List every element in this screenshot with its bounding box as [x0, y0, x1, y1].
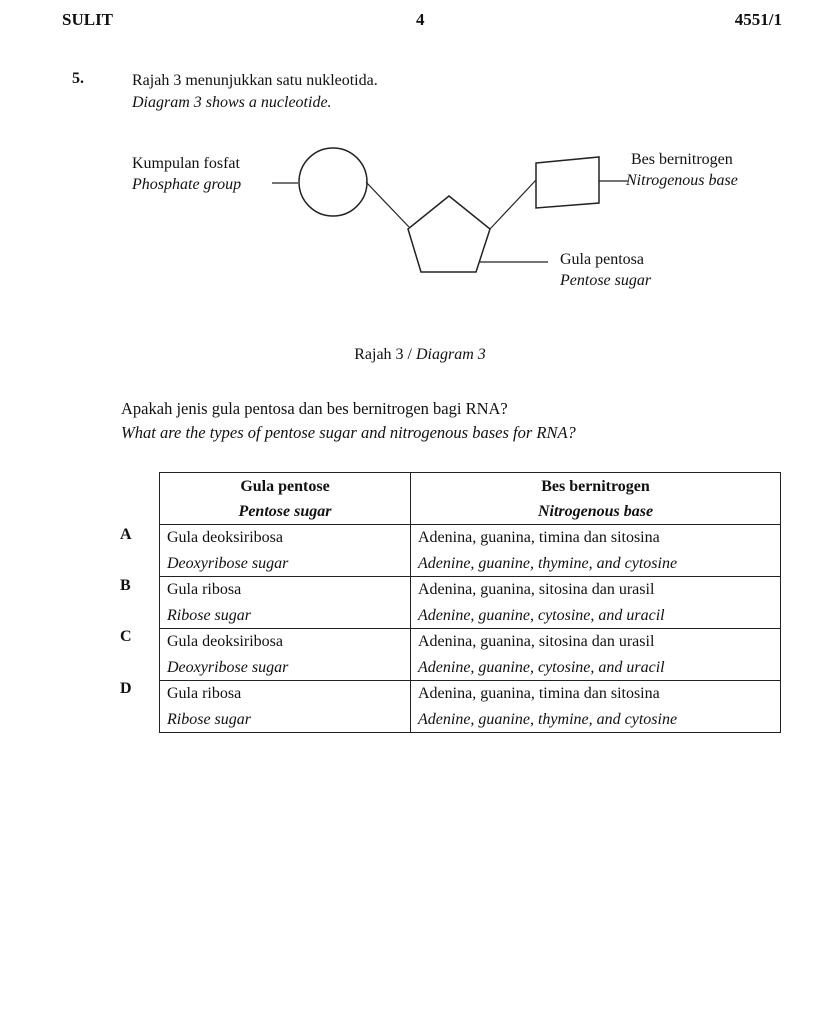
option-c-sugar	[160, 629, 411, 681]
option-row-b[interactable]	[160, 577, 781, 629]
pentose-pentagon	[408, 196, 490, 272]
base-label-malay: Bes bernitrogen	[631, 151, 733, 168]
header-sugar-english: Pentose sugar	[238, 503, 332, 520]
option-c-base	[411, 629, 781, 681]
phosphate-circle	[299, 148, 367, 216]
option-a-base	[411, 525, 781, 577]
stem-malay: Rajah 3 menunjukkan satu nukleotida.	[132, 72, 378, 89]
phosphate-label	[132, 153, 241, 195]
prompt-malay: Apakah jenis gula pentosa dan bes bernitrogen bagi RNA?	[121, 399, 508, 418]
phosphate-sugar-bond	[366, 182, 409, 227]
header-base-malay: Bes bernitrogen	[541, 478, 650, 495]
option-b-base	[411, 577, 781, 629]
option-d-base	[411, 681, 781, 733]
option-b-base-english: Adenine, guanine, cytosine, and uracil	[418, 606, 665, 624]
option-letter-a[interactable]: A	[120, 526, 132, 543]
option-a-sugar-malay: Gula deoksiribosa	[167, 529, 283, 546]
header-base	[411, 473, 781, 525]
option-c-base-english: Adenine, guanine, cytosine, and uracil	[418, 658, 665, 676]
question-number: 5.	[72, 70, 84, 87]
option-row-c[interactable]	[160, 629, 781, 681]
sugar-label	[560, 249, 651, 291]
header-sugar-malay: Gula pentose	[240, 478, 330, 495]
sugar-base-bond	[490, 180, 536, 229]
header-base-english: Nitrogenous base	[537, 503, 654, 520]
nitrogenous-base-shape	[536, 157, 599, 208]
caption-malay: Rajah 3 /	[354, 346, 416, 363]
diagram-caption	[0, 346, 840, 364]
option-b-sugar-english: Ribose sugar	[167, 606, 251, 624]
option-b-sugar-malay: Gula ribosa	[167, 581, 242, 598]
header-sugar	[160, 473, 411, 525]
question-prompt	[121, 397, 576, 445]
option-d-base-english: Adenine, guanine, thymine, and cytosine	[418, 710, 678, 728]
option-b-base-malay: Adenina, guanina, sitosina dan urasil	[418, 581, 655, 598]
phosphate-label-malay: Kumpulan fosfat	[132, 155, 240, 172]
sugar-label-english: Pentose sugar	[560, 272, 652, 289]
option-letter-d[interactable]: D	[120, 680, 132, 697]
option-d-sugar	[160, 681, 411, 733]
prompt-english: What are the types of pentose sugar and nitrogenous bases for RNA?	[121, 423, 576, 442]
answer-options-table	[159, 472, 781, 733]
option-a-base-english: Adenine, guanine, thymine, and cytosine	[418, 554, 678, 572]
header-page-number: 4	[416, 10, 425, 29]
option-a-sugar	[160, 525, 411, 577]
option-c-sugar-english: Deoxyribose sugar	[167, 658, 289, 676]
table-header-row	[160, 473, 781, 525]
option-a-base-malay: Adenina, guanina, timina dan sitosina	[418, 529, 660, 546]
option-d-sugar-malay: Gula ribosa	[167, 685, 242, 702]
stem-english: Diagram 3 shows a nucleotide.	[132, 94, 332, 111]
header-classification: SULIT	[62, 10, 114, 29]
base-label	[626, 149, 738, 191]
phosphate-label-english: Phosphate group	[132, 176, 242, 193]
option-a-sugar-english: Deoxyribose sugar	[167, 554, 289, 572]
option-c-base-malay: Adenina, guanina, sitosina dan urasil	[418, 633, 655, 650]
sugar-label-malay: Gula pentosa	[560, 251, 644, 268]
option-letter-c[interactable]: C	[120, 628, 132, 645]
option-row-d[interactable]	[160, 681, 781, 733]
option-d-base-malay: Adenina, guanina, timina dan sitosina	[418, 685, 660, 702]
caption-english: Diagram 3	[415, 346, 486, 363]
option-b-sugar	[160, 577, 411, 629]
option-d-sugar-english: Ribose sugar	[167, 710, 251, 728]
option-letter-b[interactable]: B	[120, 577, 131, 594]
header-paper-code: 4551/1	[734, 10, 782, 29]
option-c-sugar-malay: Gula deoksiribosa	[167, 633, 283, 650]
base-label-english: Nitrogenous base	[626, 172, 738, 189]
option-row-a[interactable]	[160, 525, 781, 577]
